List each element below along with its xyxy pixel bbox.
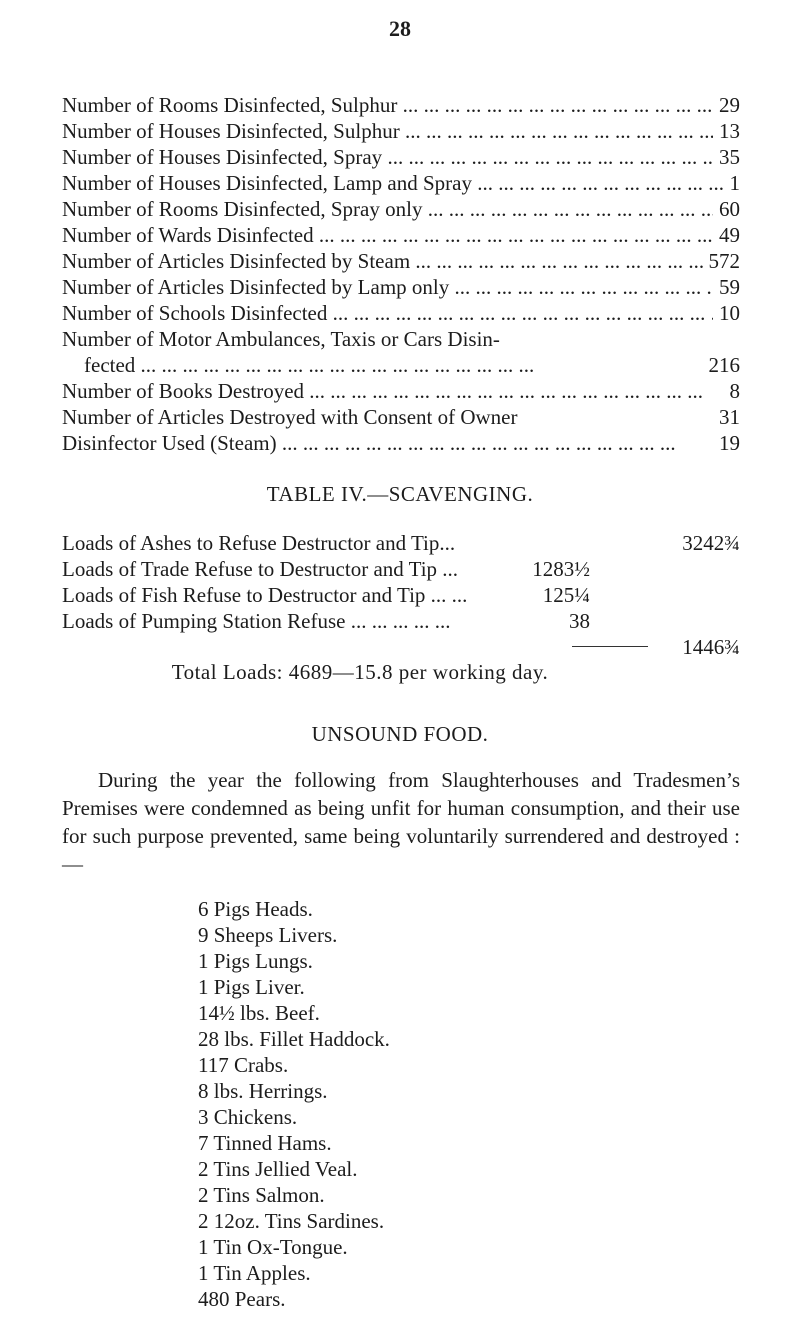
row-label: Loads of Pumping Station Refuse ... ... ... ... ... [62, 609, 451, 633]
list-item: 8 lbs. Herrings. [198, 1079, 328, 1103]
row-value: 8 [724, 378, 741, 404]
list-item: 2 Tins Salmon. [198, 1183, 325, 1207]
disinfection-row [62, 430, 740, 456]
list-item: 2 12oz. Tins Sardines. [198, 1209, 385, 1233]
row-value: 49 [713, 222, 740, 248]
row-label: Number of Articles Disinfected by Steam ... . [62, 248, 740, 274]
disinfection-row [62, 92, 740, 118]
scavenging-row [62, 556, 740, 582]
disinfection-row [62, 170, 740, 196]
row-label: Number of Rooms Disinfected, Spray only ... . [62, 196, 740, 222]
page-number: 28 [389, 16, 411, 41]
disinfection-row [62, 118, 740, 144]
row-label: Number of Articles Disinfected by Lamp only ... . [62, 274, 740, 300]
row-label: Loads of Ashes to Refuse Destructor and Tip... [62, 531, 456, 555]
list-item: 14½ lbs. Beef. [198, 1001, 320, 1025]
row-label: Number of Houses Disinfected, Sulphur ... . [62, 118, 740, 144]
list-item: 1 Pigs Lungs. [198, 949, 313, 973]
disinfection-row [62, 300, 740, 326]
scavenging-subtotal-row [62, 634, 740, 660]
scavenging-row [62, 582, 740, 608]
row-value: 59 [713, 274, 740, 300]
row-total: 3242¾ [682, 531, 740, 555]
unsound-food-paragraph: During the year the following from Slaughterhouses and Tradesmen’s Premises were condemned as being unfit for human consumption, and their use for such purpose prevented, same being voluntarily surrendered and destroyed :— [62, 768, 740, 876]
row-label: Number of Books Destroyed ... . [62, 378, 703, 404]
subtotal-value: 1446¾ [682, 635, 740, 659]
row-label: Number of Articles Destroyed with Consent of Owner [62, 405, 518, 429]
disinfection-row [62, 326, 740, 352]
disinfection-row [62, 222, 740, 248]
row-value: 572 [703, 248, 741, 274]
row-label: Disinfector Used (Steam) ... . [62, 430, 676, 456]
row-value: 10 [713, 300, 740, 326]
row-value: 13 [713, 118, 740, 144]
disinfection-row [62, 248, 740, 274]
list-item: 117 Crabs. [198, 1053, 289, 1077]
disinfection-row [62, 274, 740, 300]
disinfection-row [62, 144, 740, 170]
row-value: 38 [569, 609, 590, 633]
disinfection-row [62, 378, 740, 404]
row-value: 125¼ [542, 583, 590, 607]
list-item: 3 Chickens. [198, 1105, 298, 1129]
list-item: 1 Tin Apples. [198, 1261, 311, 1285]
list-item: 28 lbs. Fillet Haddock. [198, 1027, 390, 1051]
unsound-food-title: UNSOUND FOOD. [311, 722, 489, 746]
row-value: 1 [724, 170, 741, 196]
row-label: Number of Schools Disinfected ... . [62, 300, 726, 326]
list-item: 2 Tins Jellied Veal. [198, 1157, 358, 1181]
scavenging-row [62, 530, 740, 556]
disinfection-row [62, 352, 740, 378]
disinfection-row [62, 404, 740, 430]
list-item: 1 Pigs Liver. [198, 975, 305, 999]
list-item: 480 Pears. [198, 1287, 286, 1311]
row-value: 60 [713, 196, 740, 222]
row-label: Number of Houses Disinfected, Lamp and Spray ... . [62, 170, 740, 196]
subtotal-rule [572, 646, 648, 647]
row-label: Number of Motor Ambulances, Taxis or Cars Disin- [62, 327, 500, 351]
list-item: 9 Sheeps Livers. [198, 923, 338, 947]
row-label: fected ... . [84, 352, 534, 378]
list-item: 1 Tin Ox-Tongue. [198, 1235, 348, 1259]
row-label: Number of Wards Disinfected ... . [62, 222, 713, 248]
list-item: 6 Pigs Heads. [198, 897, 313, 921]
row-label: Loads of Fish Refuse to Destructor and Tip ... ... [62, 583, 468, 607]
scavenging-title: TABLE IV.—SCAVENGING. [266, 482, 534, 506]
row-value: 19 [713, 430, 740, 456]
total-loads: Total Loads: 4689—15.8 per working day. [171, 660, 549, 684]
row-value: 29 [713, 92, 740, 118]
disinfection-row [62, 196, 740, 222]
row-label: Number of Rooms Disinfected, Sulphur ... . [62, 92, 740, 118]
row-value: 31 [713, 404, 740, 430]
row-label: Loads of Trade Refuse to Destructor and Tip ... [62, 557, 459, 581]
row-value: 216 [703, 352, 741, 378]
scavenging-row [62, 608, 740, 634]
list-item: 7 Tinned Hams. [198, 1131, 332, 1155]
row-value: 35 [713, 144, 740, 170]
row-value: 1283½ [532, 557, 590, 581]
row-label: Number of Houses Disinfected, Spray ... . [62, 144, 740, 170]
